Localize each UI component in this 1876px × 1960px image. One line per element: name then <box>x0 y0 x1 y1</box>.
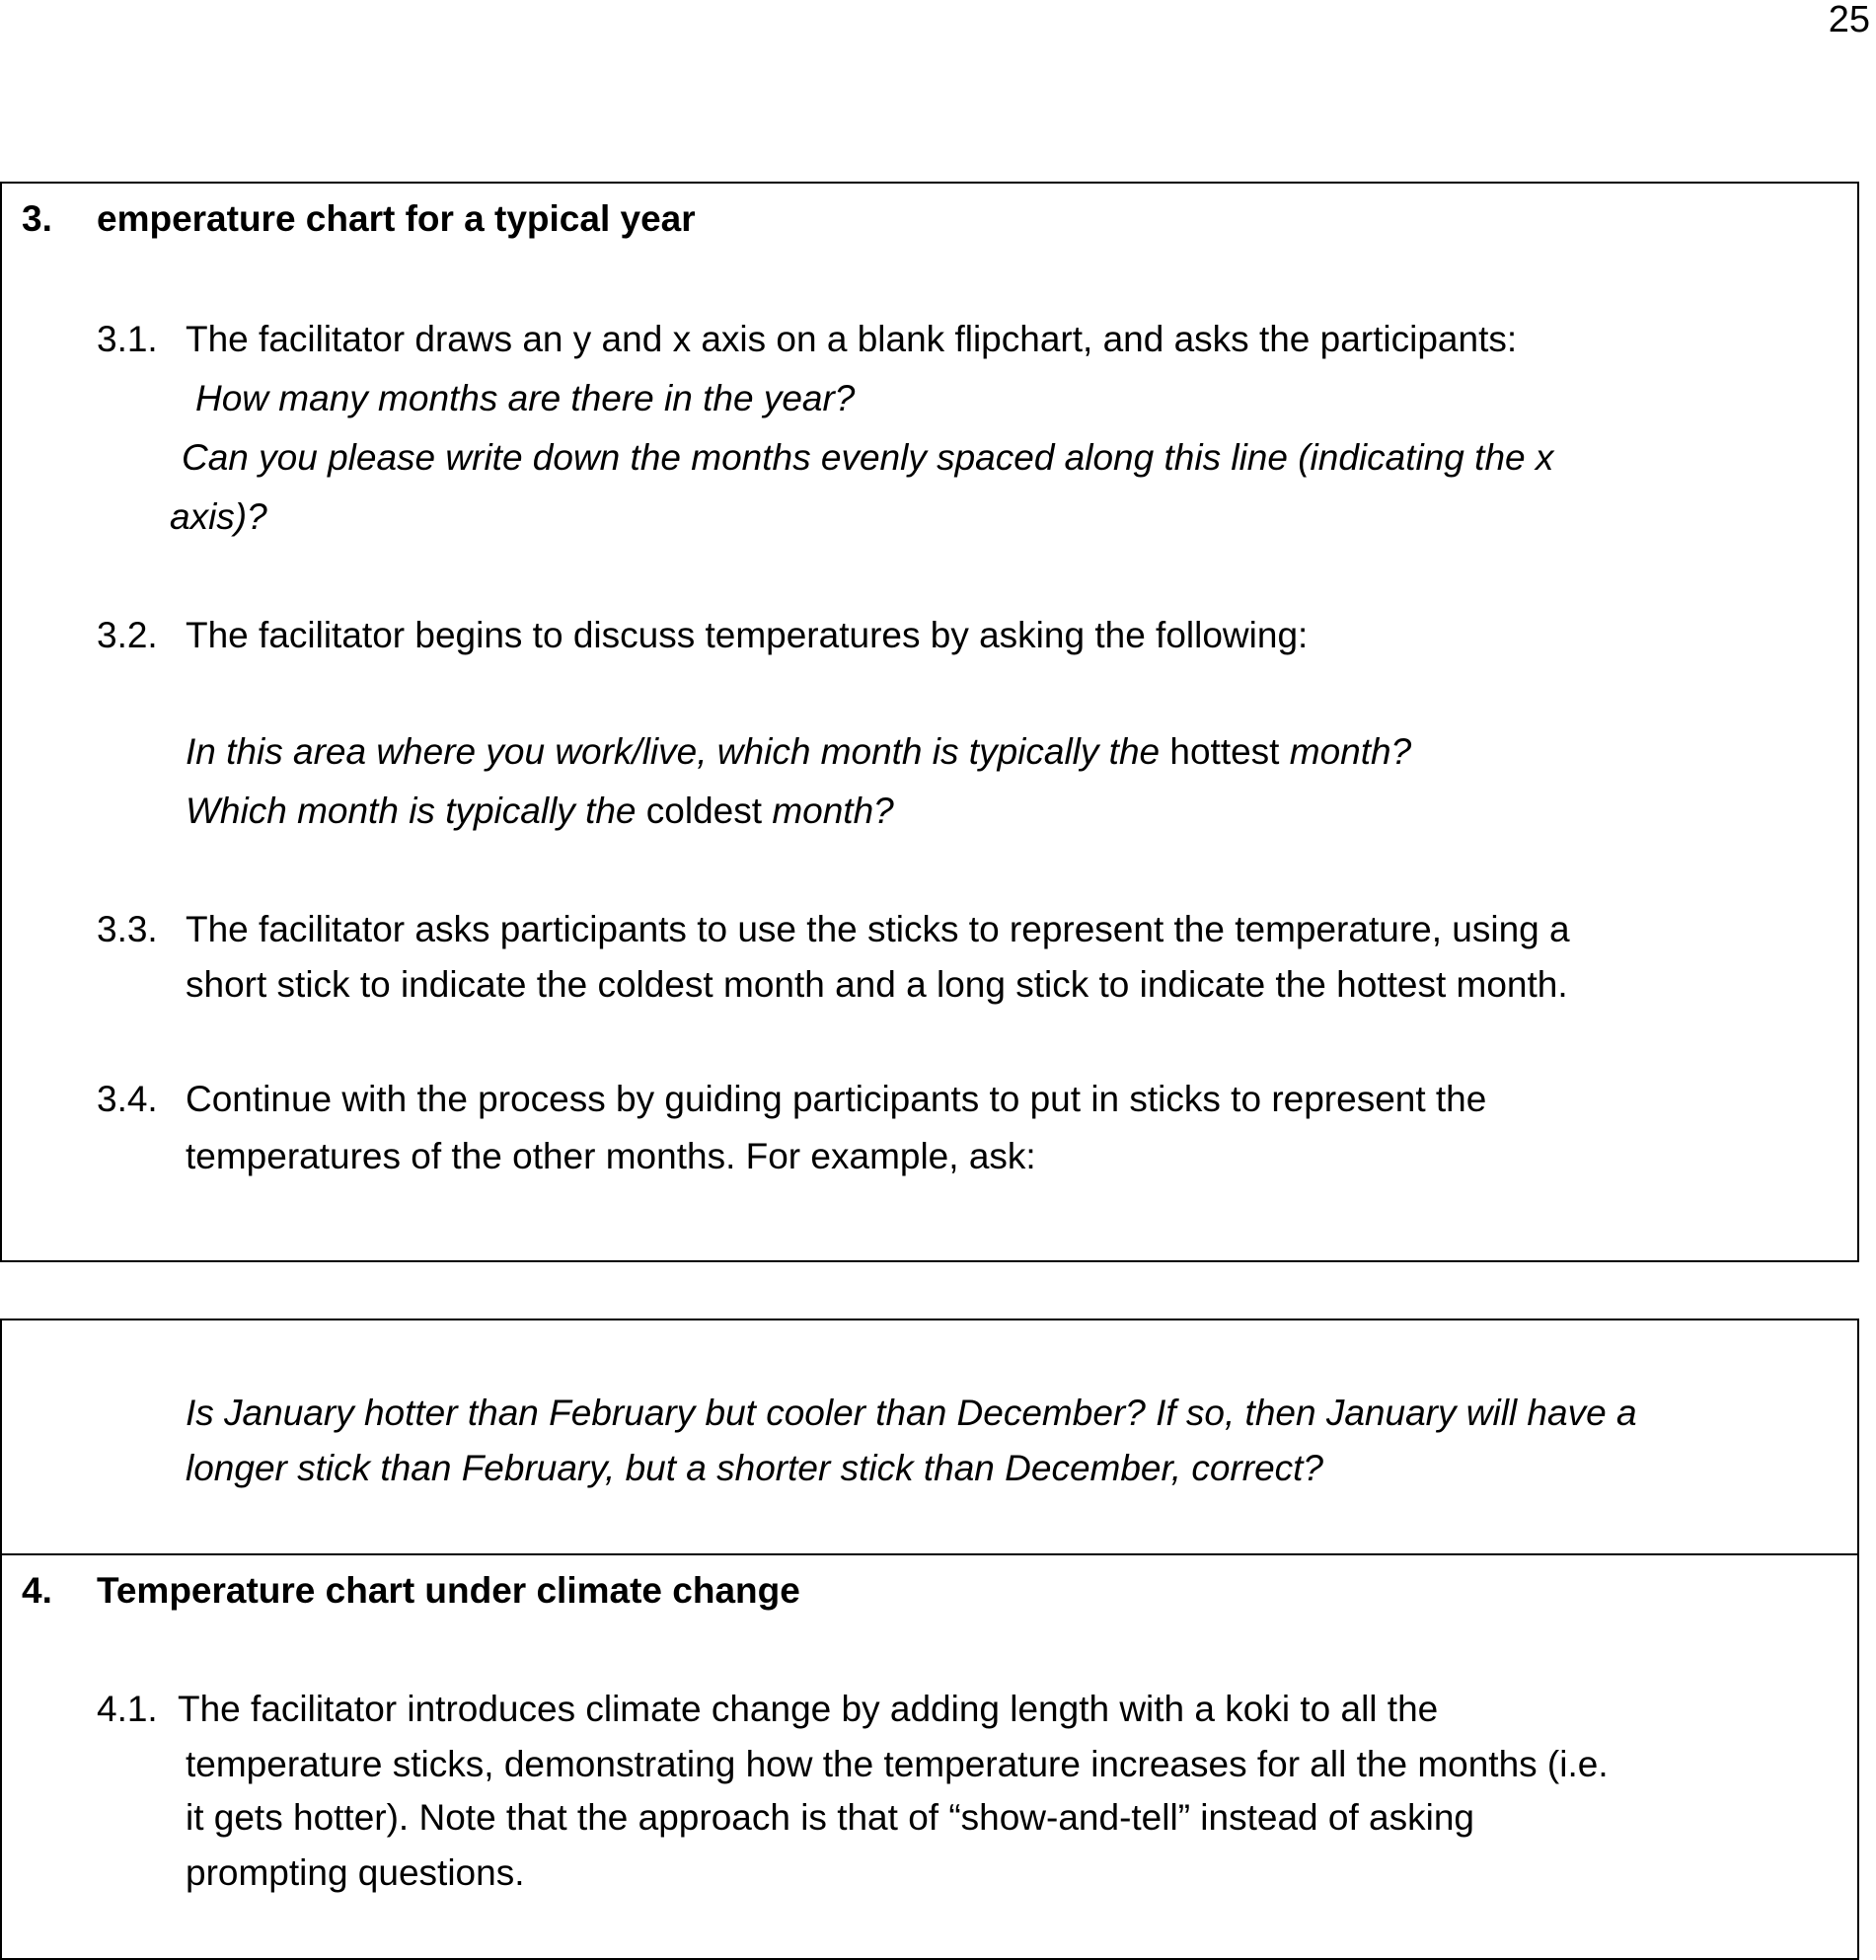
step-3-2-number: 3.2. <box>97 615 158 655</box>
q1-hottest: hottest <box>1160 731 1290 772</box>
q2-coldest: coldest <box>636 791 773 831</box>
step-3-2-text: The facilitator begins to discuss temperatures by asking the following: <box>186 615 1309 655</box>
continuation-line-2: longer stick than February, but a shorter stick than December, correct? <box>186 1448 1323 1488</box>
step-4-1-number: 4.1. <box>97 1689 158 1729</box>
step-3-3-number: 3.3. <box>97 909 158 949</box>
section-4-number: 4. <box>22 1570 52 1611</box>
q2-part-c: month? <box>772 791 894 831</box>
step-3-4-number: 3.4. <box>97 1079 158 1119</box>
section-3-heading: emperature chart for a typical year <box>97 198 696 239</box>
q1-part-a: In this area where you work/live, which month is typically the <box>186 731 1161 772</box>
step-3-1-question-2b: axis)? <box>170 496 267 537</box>
step-4-1-line-1: The facilitator introduces climate change by adding length with a koki to all the <box>178 1689 1439 1729</box>
step-3-3-line-1: The facilitator asks participants to use the sticks to represent the temperature, using a <box>186 909 1570 949</box>
q1-part-c: month? <box>1289 731 1412 772</box>
continuation-line-1: Is January hotter than February but cooler than December? If so, then January will have a <box>186 1393 1637 1433</box>
step-3-2-question-2 <box>186 790 894 833</box>
step-3-4-line-1: Continue with the process by guiding participants to put in sticks to represent the <box>186 1079 1487 1119</box>
step-3-1-number: 3.1. <box>97 319 158 359</box>
step-3-1-question-2a: Can you please write down the months evenly spaced along this line (indicating the x <box>182 437 1554 478</box>
step-3-3-line-2: short stick to indicate the coldest month and a long stick to indicate the hottest month. <box>186 964 1568 1005</box>
q2-part-a: Which month is typically the <box>186 791 637 831</box>
step-3-1-question-1: How many months are there in the year? <box>195 378 856 418</box>
step-4-1-line-3: it gets hotter). Note that the approach is that of “show-and-tell” instead of asking <box>186 1797 1474 1838</box>
section-4-heading: Temperature chart under climate change <box>97 1570 800 1611</box>
step-3-1-text: The facilitator draws an y and x axis on a blank flipchart, and asks the participants: <box>186 319 1518 359</box>
page-number: 25 <box>1828 0 1870 40</box>
step-3-4-line-2: temperatures of the other months. For example, ask: <box>186 1136 1036 1176</box>
section-3-number: 3. <box>22 198 52 239</box>
continuation-box <box>0 1319 1859 1555</box>
step-4-1-line-2: temperature sticks, demonstrating how the temperature increases for all the months (i.e. <box>186 1744 1609 1784</box>
step-4-1-line-4: prompting questions. <box>186 1852 525 1893</box>
step-3-2-question-1 <box>186 730 1411 774</box>
